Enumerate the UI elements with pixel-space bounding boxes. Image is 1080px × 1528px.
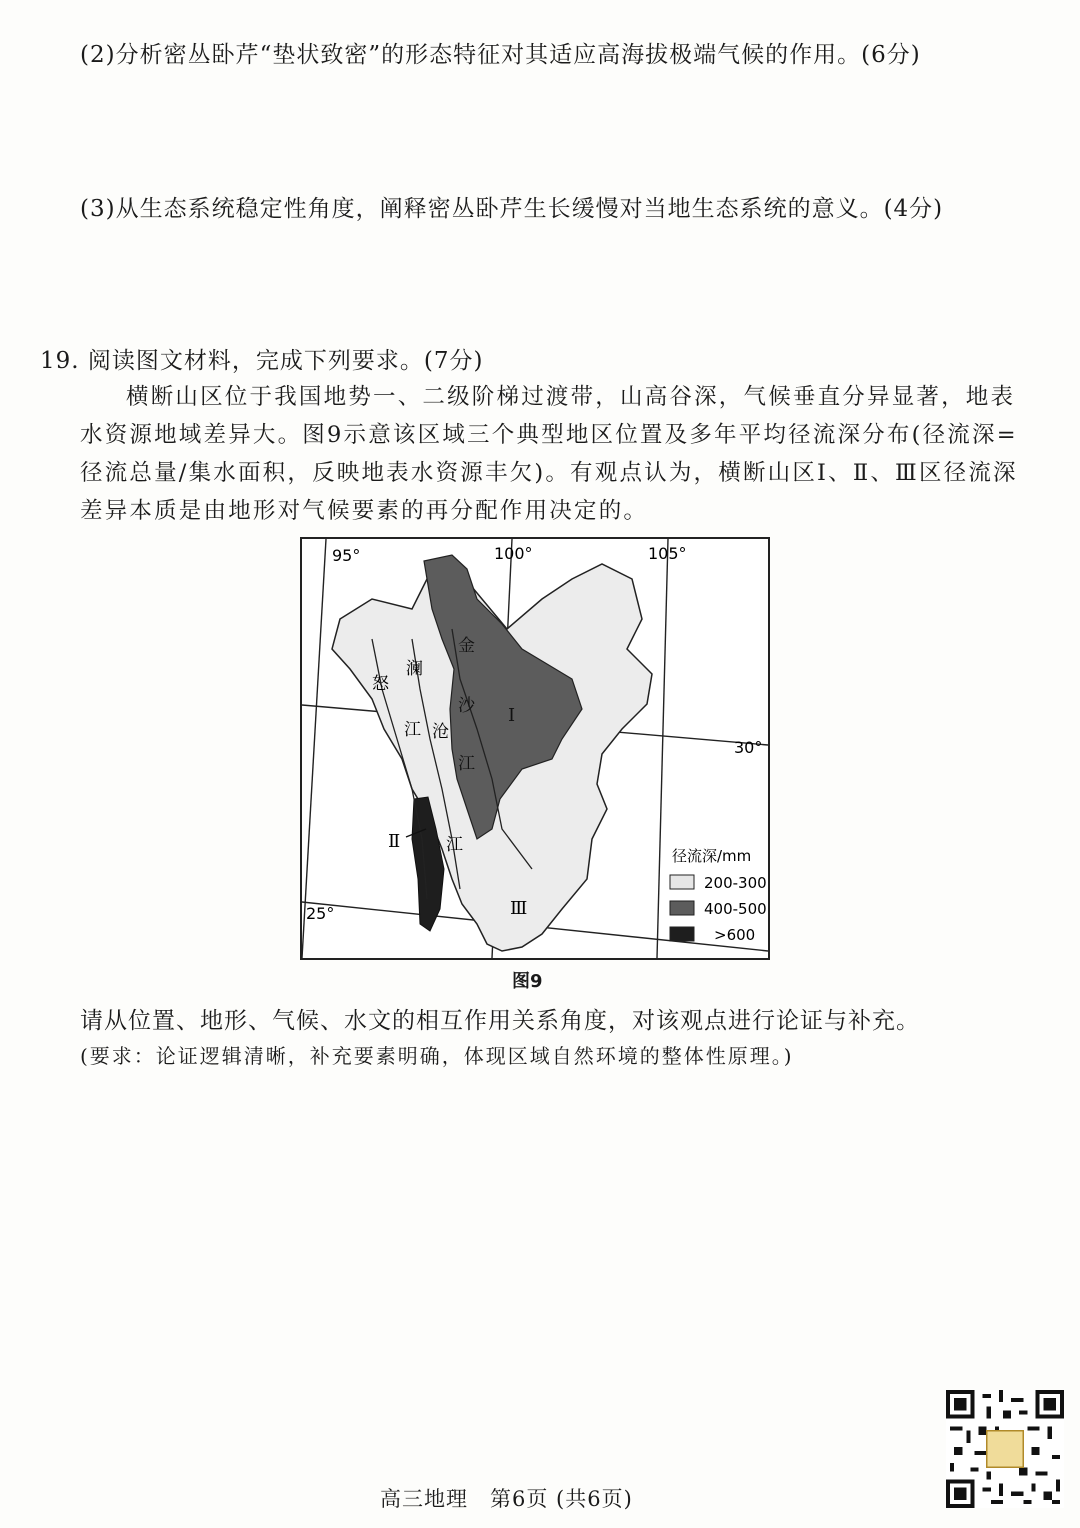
river-label-jinsha-2: 沙	[458, 696, 475, 716]
meridian-95	[302, 539, 326, 958]
river-label-lancang-1: 澜	[406, 659, 423, 679]
river-label-nu-2: 江	[404, 720, 421, 740]
runoff-depth-map	[300, 537, 770, 960]
question-19-heading: 19. 阅读图文材料，完成下列要求。(7分)	[40, 348, 484, 374]
legend-item-2: 400-500	[704, 900, 767, 918]
passage-text: 横断山区位于我国地势一、二级阶梯过渡带，山高谷深，气候垂直分异显著，地表水资源地域差异大。图9示意该区域三个典型地区位置及多年平均径流深分布(径流深=径流总量/集水面积，反映地表水资源丰欠)。有观点认为，横断山区Ⅰ、Ⅱ、Ⅲ区径流深差异本质是由地形对气候要素的再分配作用决定的。	[80, 384, 1018, 524]
question-19-requirement: (要求：论证逻辑清晰，补充要素明确，体现区域自然环境的整体性原理。)	[80, 1044, 794, 1068]
legend-swatch-1	[670, 875, 694, 889]
river-label-nu-1: 怒	[372, 674, 389, 694]
label-30: 30°	[734, 738, 763, 757]
region-label-II: Ⅱ	[388, 831, 401, 852]
legend-item-1: 200-300	[704, 874, 767, 892]
river-label-lancang-2: 沧	[432, 722, 449, 742]
map-svg	[302, 539, 768, 958]
label-95: 95°	[332, 546, 361, 565]
qr-logo	[987, 1431, 1024, 1468]
label-105: 105°	[648, 544, 687, 563]
label-25: 25°	[306, 904, 335, 923]
question-3: (3)从生态系统稳定性角度，阐释密丛卧芹生长缓慢对当地生态系统的意义。(4分)	[80, 196, 944, 222]
question-19-passage	[80, 378, 1038, 530]
river-label-jinsha-3: 江	[458, 754, 475, 774]
label-100: 100°	[494, 544, 533, 563]
region-label-I: Ⅰ	[508, 705, 516, 726]
question-19-task: 请从位置、地形、气候、水文的相互作用关系角度，对该观点进行论证与补充。	[80, 1008, 920, 1034]
page-footer: 高三地理 第6页 (共6页)	[380, 1487, 633, 1511]
river-label-jinsha-1: 金	[458, 636, 475, 656]
region-label-III: Ⅲ	[510, 898, 528, 919]
qr-code	[946, 1390, 1064, 1508]
legend-item-3: >600	[714, 926, 756, 944]
legend-swatch-3	[670, 927, 694, 941]
river-label-lancang-3: 江	[446, 835, 463, 855]
legend-swatch-2	[670, 901, 694, 915]
legend-title: 径流深/mm	[672, 847, 752, 865]
question-2: (2)分析密丛卧芹“垫状致密”的形态特征对其适应高海拔极端气候的作用。(6分)	[80, 42, 921, 68]
meridian-105	[657, 539, 668, 958]
figure-caption: 图9	[512, 971, 543, 992]
